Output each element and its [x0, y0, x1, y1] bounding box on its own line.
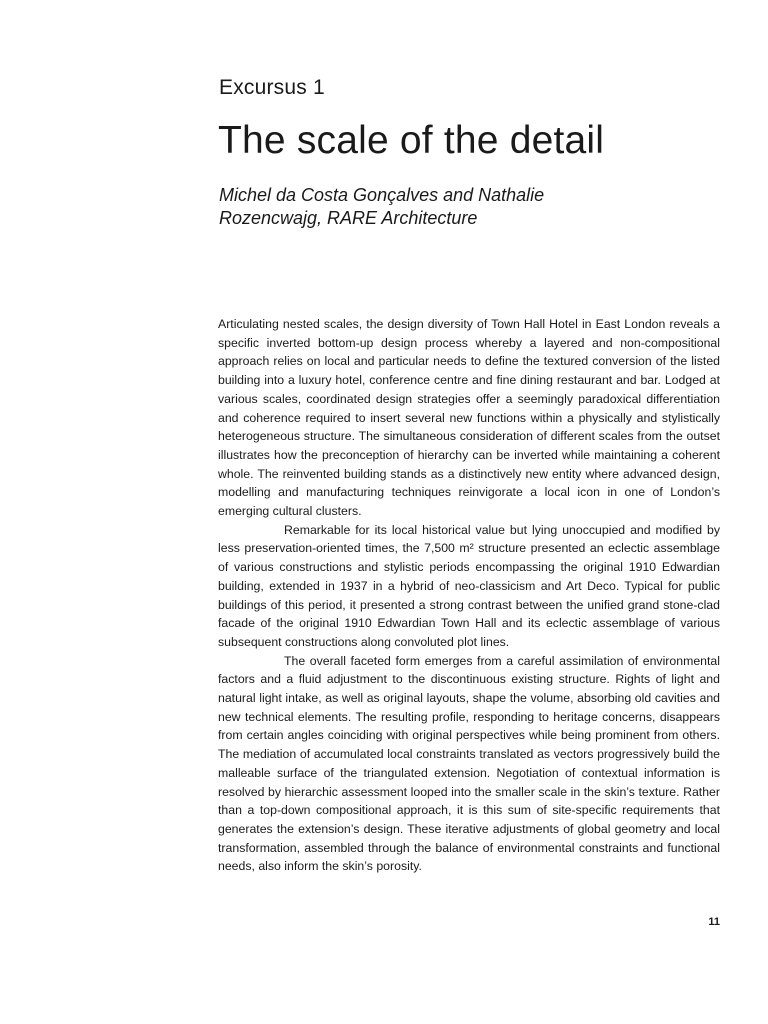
- author-byline-line-2: Rozencwajg, RARE Architecture: [219, 208, 478, 228]
- section-kicker: Excursus 1: [219, 76, 325, 99]
- paragraph-1: Articulating nested scales, the design diversity of Town Hall Hotel in East London reveals a specific inverted bottom-up design process whereby a layered and non-compositional approach relies on local and particular needs to define the textured conversion of the listed building into a luxury hotel, conference centre and fine dining restaurant and bar. Lodged at various scales, coordinated design strategies offer a seemingly paradoxical differentiation and coherence required to insert several new functions within a physically and stylistically heterogeneous structure. The simultaneous consideration of different scales from the outset illustrates how the preconception of hierarchy can be inverted while maintaining a coherent whole. The reinvented building stands as a distinctively new entity where advanced design, modelling and manufacturing techniques reinvigorate a local icon in one of London’s emerging cultural clusters.: [218, 317, 720, 519]
- page-number: 11: [708, 916, 720, 928]
- paragraph-3: The overall faceted form emerges from a careful assimilation of environmental factors and a fluid adjustment to the discontinuous existing structure. Rights of light and natural light intake, as well as original layouts, shape the volume, absorbing old cavities and new technical elements. The resulting profile, responding to heritage concerns, disappears from certain angles coinciding with original perspectives while being prominent from others. The mediation of accumulated local constraints translated as vectors progressively build the malleable surface of the triangulated extension. Negotiation of contextual information is resolved by hierarchic assessment looped into the smaller scale in the skin’s texture. Rather than a top-down compositional approach, it is this sum of site-specific requirements that generates the extension’s design. These iterative adjustments of global geometry and local transformation, assembled through the balance of environmental constraints and functional needs, also inform the skin’s porosity.: [218, 653, 720, 874]
- paragraph-2: Remarkable for its local historical value but lying unoccupied and modified by less preservation-oriented times, the 7,500 m² structure presented an eclectic assemblage of various constructions and stylistic periods encompassing the original 1910 Edwardian building, extended in 1937 in a hybrid of neo-classicism and Art Deco. Typical for public buildings of this period, it presented a strong contrast between the unified grand stone-clad facade of the original 1910 Edwardian Town Hall and its eclectic assemblage of various subsequent constructions along convoluted plot lines.: [218, 522, 720, 649]
- author-byline: [219, 184, 639, 230]
- body-text: [218, 315, 720, 876]
- author-byline-line-1: Michel da Costa Gonçalves and Nathalie: [219, 185, 545, 205]
- chapter-title: The scale of the detail: [218, 119, 605, 162]
